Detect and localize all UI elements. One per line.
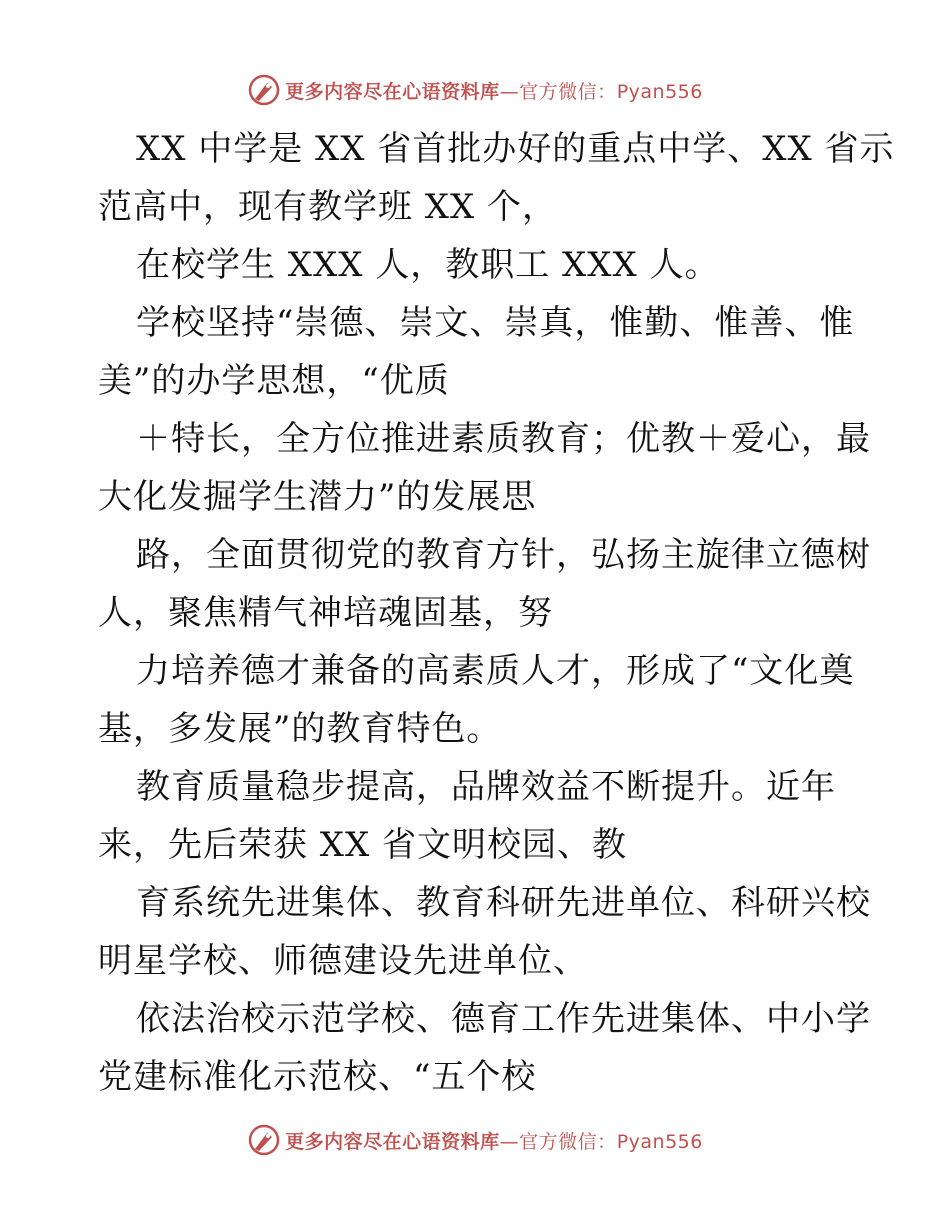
body-line: XX 中学是 XX 省首批办好的重点中学、XX 省示 (136, 129, 895, 169)
watermark-separator: — (499, 1130, 520, 1153)
watermark-separator: — (499, 80, 520, 103)
header-watermark (0, 70, 950, 110)
body-line: 基，多发展”的教育特色。 (98, 709, 502, 749)
body-line: 党建标准化示范校、“五个校 (98, 1057, 537, 1097)
body-line: 教育质量稳步提高，品牌效益不断提升。近年 (136, 767, 836, 807)
body-line: 路，全面贯彻党的教育方针，弘扬主旋律立德树 (136, 535, 871, 575)
fountain-pen-logo-icon (247, 73, 281, 107)
watermark-suffix: 官方微信： (519, 80, 617, 103)
body-line: 来，先后荣获 XX 省文明校园、教 (98, 825, 628, 865)
fountain-pen-logo-icon (247, 1123, 281, 1157)
watermark-text (285, 1127, 703, 1154)
body-line: 育系统先进集体、教育科研先进单位、科研兴校 (136, 883, 871, 923)
body-line: 人，聚焦精气神培魂固基，努 (98, 593, 553, 633)
watermark-main-text: 更多内容尽在心语资料库 (285, 80, 500, 103)
body-line: 范高中，现有教学班 XX 个， (98, 187, 558, 227)
body-line: 美”的办学思想，“优质 (98, 361, 450, 401)
footer-watermark (0, 1120, 950, 1160)
body-line: ＋特长，全方位推进素质教育；优教＋爱心，最 (136, 419, 871, 459)
watermark-suffix: 官方微信： (519, 1130, 617, 1153)
body-line: 在校学生 XXX 人，教职工 XXX 人。 (136, 245, 720, 285)
body-line: 力培养德才兼备的高素质人才，形成了“文化奠 (136, 651, 855, 691)
watermark-text (285, 77, 703, 104)
body-line: 明星学校、师德建设先进单位、 (98, 941, 588, 981)
watermark-main-text: 更多内容尽在心语资料库 (285, 1130, 500, 1153)
document-body (98, 120, 895, 1106)
body-line: 学校坚持“崇德、崇文、崇真，惟勤、惟善、惟 (136, 303, 855, 343)
body-line: 大化发掘学生潜力”的发展思 (98, 477, 537, 517)
body-line: 依法治校示范学校、德育工作先进集体、中小学 (136, 999, 871, 1039)
watermark-account: Pyan556 (616, 80, 703, 103)
watermark-account: Pyan556 (616, 1130, 703, 1153)
